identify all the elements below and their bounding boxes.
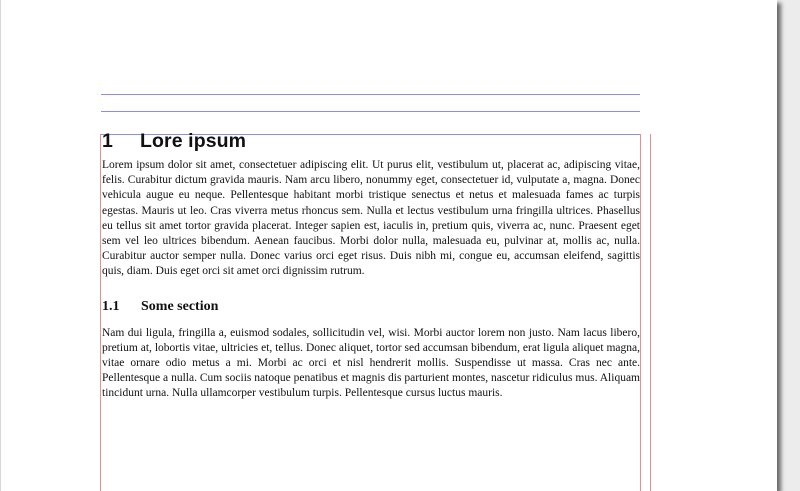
subsection-title: Some section: [141, 298, 219, 314]
section-title: Lore ipsum: [140, 130, 247, 152]
margin-note-left-guide: [650, 134, 651, 491]
header-bottom-guide: [101, 111, 640, 112]
header-top-guide: [101, 94, 640, 95]
textarea-right-guide: [640, 134, 641, 491]
section-heading: [102, 128, 640, 154]
subsection-paragraph: Nam dui ligula, fringilla a, euismod sodales, sollicitudin vel, wisi. Morbi auctor lorem non justo. Nam lacus libero, pretium at, lobortis vitae, ultricies et, tellus. Donec aliquet, tortor sed accumsan bibendum, erat ligula aliquet magna, vitae ornare odio metus a mi. Morbi ac orci et nisl hendrerit mollis. Suspendisse ut massa. Cras nec ante. Pellentesque a nulla. Cum sociis natoque penatibus et magnis dis parturient montes, nascetur ridiculus mus. Aliquam tincidunt urna. Nulla ullamcorper vestibulum turpis. Pellentesque cursus luctus mauris.: [102, 326, 640, 400]
subsection-number: 1.1: [102, 298, 120, 314]
document-content: [102, 128, 640, 402]
textarea-left-guide: [100, 134, 101, 491]
subsection-heading: [102, 298, 640, 316]
section-paragraph: Lorem ipsum dolor sit amet, consectetuer adipiscing elit. Ut purus elit, vestibulum ut, placerat ac, adipiscing vitae, felis. Curabitur dictum gravida mauris. Nam arcu libero, nonummy eget, consectetuer id, vulputate a, magna. Donec vehicula augue eu neque. Pellentesque habitant morbi tristique senectus et netus et malesuada fames ac turpis egestas. Mauris ut leo. Cras viverra metus rhoncus sem. Nulla et lectus vestibulum urna fringilla ultrices. Phasellus eu tellus sit amet tortor gravida placerat. Integer sapien est, iaculis in, pretium quis, viverra ac, nunc. Praesent eget sem vel leo ultrices bibendum. Aenean faucibus. Morbi dolor nulla, malesuada eu, pulvinar at, mollis ac, nulla. Curabitur auctor semper nulla. Donec varius orci eget risus. Duis nibh mi, congue eu, accumsan eleifend, sagittis quis, diam. Duis eget orci sit amet orci dignissim rutrum.: [102, 159, 640, 278]
section-number: 1: [102, 130, 113, 152]
